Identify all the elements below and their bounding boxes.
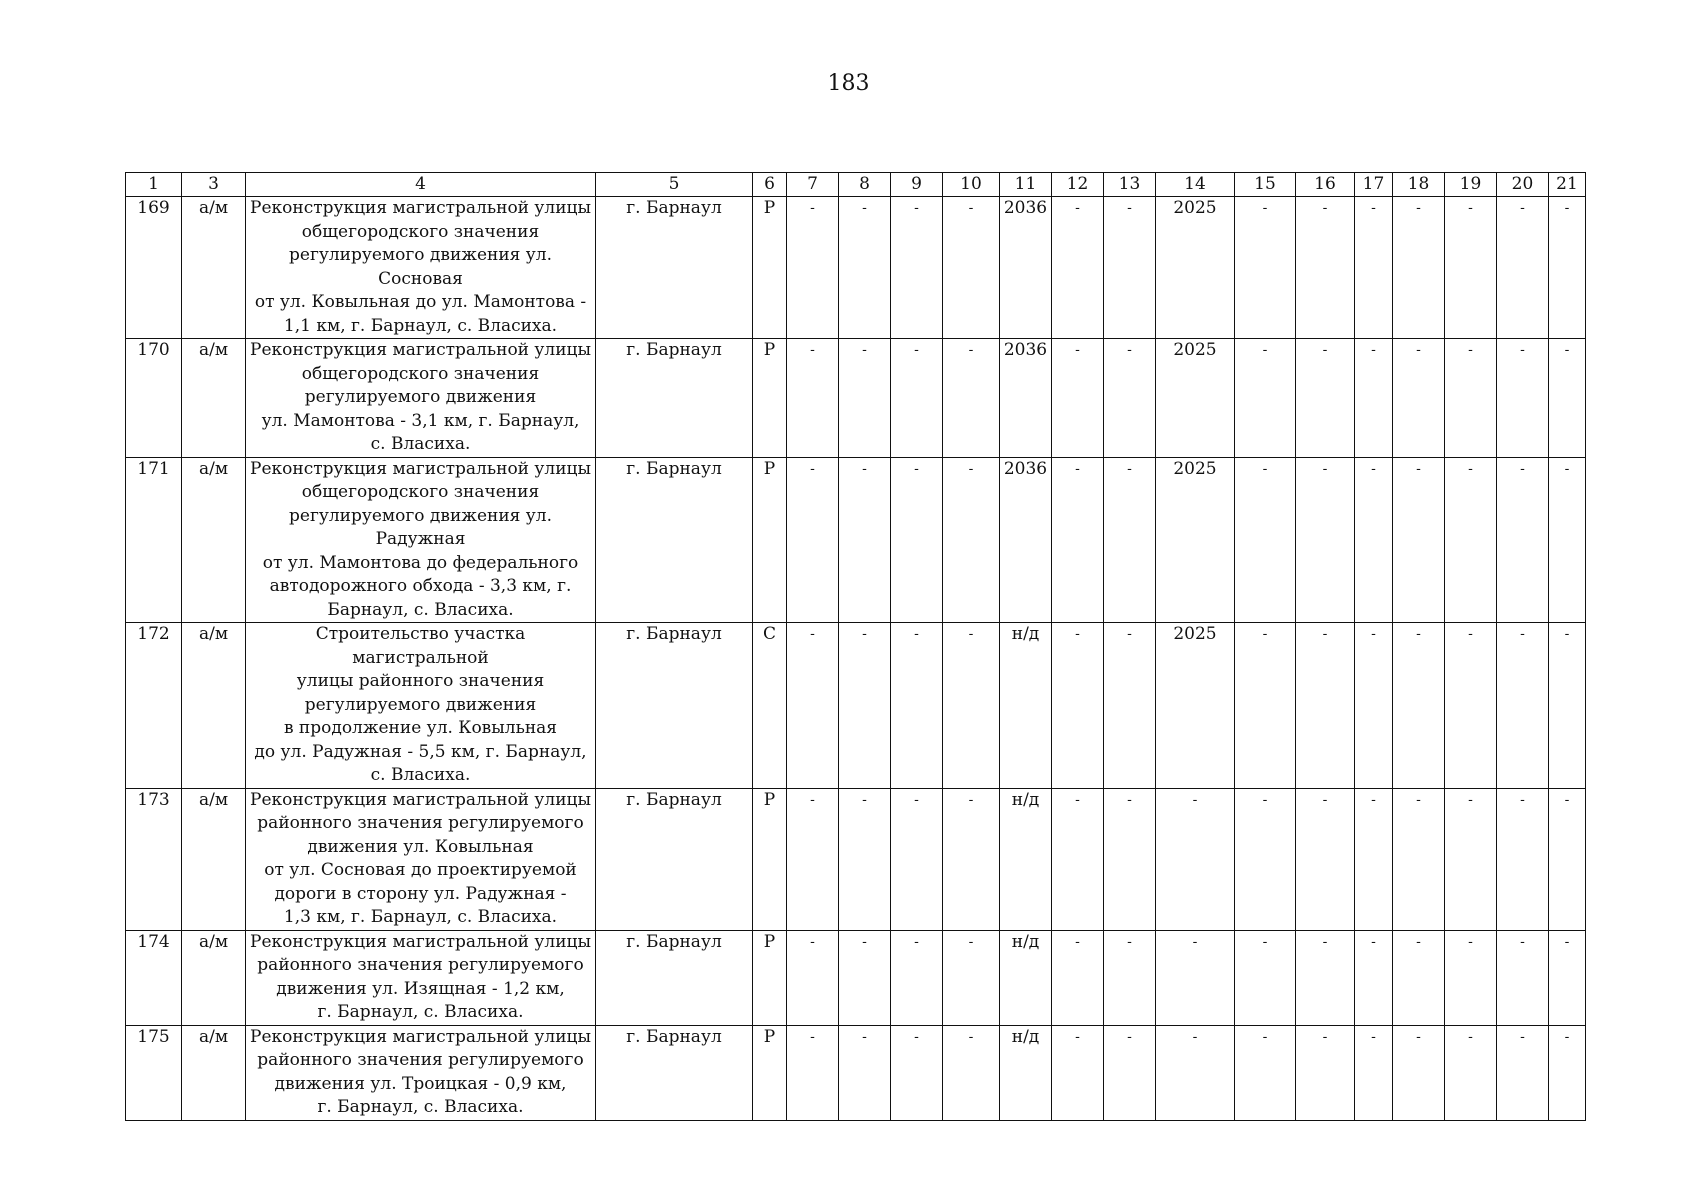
description-line: Строительство участка магистральной	[315, 624, 526, 668]
cell-type: а/м	[182, 457, 246, 623]
column-header: 9	[891, 173, 943, 197]
cell-description	[246, 623, 596, 789]
table-row	[126, 788, 1586, 930]
cell-c12: -	[1052, 1025, 1104, 1120]
cell-c19: -	[1445, 930, 1497, 1025]
description-line: от ул. Мамонтова до федерального	[262, 552, 579, 573]
description-line: Реконструкция магистральной улицы	[250, 789, 592, 810]
cell-c14: 2025	[1156, 197, 1235, 339]
cell-c9: -	[891, 457, 943, 623]
cell-c13: -	[1104, 623, 1156, 789]
cell-kind: Р	[753, 197, 787, 339]
cell-c16: -	[1296, 788, 1355, 930]
cell-kind: Р	[753, 788, 787, 930]
cell-c17: -	[1355, 1025, 1393, 1120]
cell-c16: -	[1296, 623, 1355, 789]
cell-c11: н/д	[1000, 1025, 1052, 1120]
description-line: в продолжение ул. Ковыльная	[283, 718, 558, 738]
cell-c14: -	[1156, 788, 1235, 930]
description-line: движения ул. Ковыльная	[307, 836, 534, 857]
cell-c8: -	[839, 623, 891, 789]
cell-c14: 2025	[1156, 623, 1235, 789]
cell-c7: -	[787, 623, 839, 789]
description-line: до ул. Радужная - 5,5 км, г. Барнаул,	[254, 741, 587, 762]
cell-description	[246, 339, 596, 458]
cell-c12: -	[1052, 197, 1104, 339]
column-header: 6	[753, 173, 787, 197]
cell-c8: -	[839, 197, 891, 339]
cell-c18: -	[1393, 197, 1445, 339]
column-header: 19	[1445, 173, 1497, 197]
cell-c16: -	[1296, 930, 1355, 1025]
description-line: от ул. Ковыльная до ул. Мамонтова -	[254, 292, 587, 312]
data-table	[125, 172, 1586, 1121]
cell-place: г. Барнаул	[596, 339, 753, 458]
cell-c19: -	[1445, 457, 1497, 623]
cell-c10: -	[943, 623, 1000, 789]
cell-place: г. Барнаул	[596, 457, 753, 623]
cell-c15: -	[1235, 339, 1296, 458]
cell-num: 175	[126, 1025, 182, 1120]
cell-c8: -	[839, 339, 891, 458]
cell-kind: С	[753, 623, 787, 789]
description-line: ул. Мамонтова - 3,1 км, г. Барнаул,	[261, 410, 580, 431]
column-header: 5	[596, 173, 753, 197]
cell-c7: -	[787, 1025, 839, 1120]
cell-c14: 2025	[1156, 339, 1235, 458]
cell-c14: 2025	[1156, 457, 1235, 623]
column-header: 11	[1000, 173, 1052, 197]
cell-c16: -	[1296, 197, 1355, 339]
cell-place: г. Барнаул	[596, 197, 753, 339]
cell-c21: -	[1549, 788, 1586, 930]
description-line: от ул. Сосновая до проектируемой	[264, 860, 577, 880]
cell-c21: -	[1549, 1025, 1586, 1120]
description-line: Реконструкция магистральной улицы	[250, 458, 592, 479]
cell-c11: н/д	[1000, 788, 1052, 930]
cell-c21: -	[1549, 339, 1586, 458]
description-line: движения ул. Троицкая - 0,9 км,	[274, 1073, 567, 1094]
cell-num: 172	[126, 623, 182, 789]
description-line: районного значения регулируемого	[257, 813, 584, 833]
cell-type: а/м	[182, 197, 246, 339]
table-body	[126, 197, 1586, 1121]
cell-place: г. Барнаул	[596, 930, 753, 1025]
cell-c15: -	[1235, 1025, 1296, 1120]
cell-num: 171	[126, 457, 182, 623]
cell-c9: -	[891, 339, 943, 458]
column-header: 3	[182, 173, 246, 197]
description-line: улицы районного значения	[296, 671, 545, 691]
column-header: 12	[1052, 173, 1104, 197]
cell-c9: -	[891, 788, 943, 930]
description-line: регулируемого движения ул. Радужная	[289, 505, 552, 549]
column-header: 20	[1497, 173, 1549, 197]
column-header: 16	[1296, 173, 1355, 197]
cell-c11: н/д	[1000, 930, 1052, 1025]
description-line: 1,1 км, г. Барнаул, с. Власиха.	[283, 315, 558, 336]
cell-c18: -	[1393, 623, 1445, 789]
description-line: автодорожного обхода - 3,3 км, г.	[269, 576, 572, 596]
cell-c10: -	[943, 930, 1000, 1025]
cell-c20: -	[1497, 197, 1549, 339]
column-header: 18	[1393, 173, 1445, 197]
cell-c19: -	[1445, 197, 1497, 339]
column-header: 1	[126, 173, 182, 197]
cell-c9: -	[891, 930, 943, 1025]
cell-place: г. Барнаул	[596, 1025, 753, 1120]
cell-c17: -	[1355, 930, 1393, 1025]
cell-kind: Р	[753, 339, 787, 458]
cell-c13: -	[1104, 457, 1156, 623]
cell-c17: -	[1355, 623, 1393, 789]
cell-place: г. Барнаул	[596, 623, 753, 789]
header-row	[126, 173, 1586, 197]
table-row	[126, 197, 1586, 339]
description-line: регулируемого движения ул. Сосновая	[289, 245, 552, 289]
description-line: с. Власиха.	[370, 434, 471, 454]
cell-c8: -	[839, 457, 891, 623]
cell-c10: -	[943, 339, 1000, 458]
column-header: 8	[839, 173, 891, 197]
cell-c13: -	[1104, 1025, 1156, 1120]
cell-c20: -	[1497, 1025, 1549, 1120]
cell-c11: 2036	[1000, 197, 1052, 339]
cell-c12: -	[1052, 788, 1104, 930]
description-line: общегородского значения	[301, 363, 540, 384]
table-row	[126, 930, 1586, 1025]
cell-c17: -	[1355, 457, 1393, 623]
cell-c11: 2036	[1000, 339, 1052, 458]
cell-c20: -	[1497, 788, 1549, 930]
cell-c15: -	[1235, 197, 1296, 339]
cell-c15: -	[1235, 788, 1296, 930]
column-header: 7	[787, 173, 839, 197]
cell-c7: -	[787, 788, 839, 930]
column-header: 14	[1156, 173, 1235, 197]
cell-c15: -	[1235, 930, 1296, 1025]
cell-c11: 2036	[1000, 457, 1052, 623]
column-header: 10	[943, 173, 1000, 197]
cell-num: 169	[126, 197, 182, 339]
cell-description	[246, 457, 596, 623]
cell-num: 173	[126, 788, 182, 930]
cell-c13: -	[1104, 930, 1156, 1025]
cell-c7: -	[787, 457, 839, 623]
cell-c18: -	[1393, 457, 1445, 623]
cell-c21: -	[1549, 930, 1586, 1025]
cell-c15: -	[1235, 457, 1296, 623]
cell-c7: -	[787, 339, 839, 458]
description-line: общегородского значения	[301, 221, 540, 242]
cell-c20: -	[1497, 930, 1549, 1025]
cell-c12: -	[1052, 457, 1104, 623]
description-line: г. Барнаул, с. Власиха.	[317, 1097, 524, 1117]
description-line: Реконструкция магистральной улицы	[250, 198, 592, 218]
cell-kind: Р	[753, 930, 787, 1025]
cell-c19: -	[1445, 339, 1497, 458]
cell-c13: -	[1104, 339, 1156, 458]
cell-c7: -	[787, 197, 839, 339]
cell-c18: -	[1393, 1025, 1445, 1120]
description-line: районного значения регулируемого	[257, 1050, 584, 1070]
cell-num: 170	[126, 339, 182, 458]
cell-description	[246, 788, 596, 930]
table-row	[126, 623, 1586, 789]
cell-c8: -	[839, 788, 891, 930]
cell-c13: -	[1104, 788, 1156, 930]
cell-c21: -	[1549, 623, 1586, 789]
description-line: Барнаул, с. Власиха.	[327, 599, 514, 620]
description-line: регулируемого движения	[304, 387, 537, 407]
cell-c18: -	[1393, 930, 1445, 1025]
cell-c17: -	[1355, 197, 1393, 339]
column-header: 17	[1355, 173, 1393, 197]
table-row	[126, 1025, 1586, 1120]
description-line: Реконструкция магистральной улицы	[250, 1026, 592, 1047]
cell-type: а/м	[182, 623, 246, 789]
cell-c21: -	[1549, 197, 1586, 339]
cell-c9: -	[891, 1025, 943, 1120]
cell-c20: -	[1497, 457, 1549, 623]
description-line: движения ул. Изящная - 1,2 км,	[276, 978, 565, 999]
cell-c18: -	[1393, 788, 1445, 930]
cell-c10: -	[943, 197, 1000, 339]
cell-c10: -	[943, 788, 1000, 930]
cell-kind: Р	[753, 1025, 787, 1120]
cell-c19: -	[1445, 1025, 1497, 1120]
cell-c17: -	[1355, 788, 1393, 930]
cell-c16: -	[1296, 1025, 1355, 1120]
cell-c12: -	[1052, 339, 1104, 458]
description-line: регулируемого движения	[304, 694, 537, 715]
cell-c14: -	[1156, 1025, 1235, 1120]
cell-c16: -	[1296, 457, 1355, 623]
cell-c8: -	[839, 930, 891, 1025]
table-row	[126, 339, 1586, 458]
description-line: г. Барнаул, с. Власиха.	[317, 1002, 524, 1022]
cell-c19: -	[1445, 623, 1497, 789]
cell-type: а/м	[182, 339, 246, 458]
cell-c20: -	[1497, 339, 1549, 458]
cell-c20: -	[1497, 623, 1549, 789]
cell-description	[246, 197, 596, 339]
cell-type: а/м	[182, 1025, 246, 1120]
cell-description	[246, 1025, 596, 1120]
cell-c8: -	[839, 1025, 891, 1120]
cell-kind: Р	[753, 457, 787, 623]
cell-c14: -	[1156, 930, 1235, 1025]
column-header: 21	[1549, 173, 1586, 197]
cell-c10: -	[943, 1025, 1000, 1120]
cell-place: г. Барнаул	[596, 788, 753, 930]
description-line: дороги в сторону ул. Радужная -	[274, 883, 567, 904]
cell-type: а/м	[182, 788, 246, 930]
cell-type: а/м	[182, 930, 246, 1025]
description-line: 1,3 км, г. Барнаул, с. Власиха.	[283, 907, 558, 927]
cell-c9: -	[891, 197, 943, 339]
table-row	[126, 457, 1586, 623]
description-line: Реконструкция магистральной улицы	[250, 340, 592, 360]
column-header: 4	[246, 173, 596, 197]
description-line: Реконструкция магистральной улицы	[250, 931, 592, 952]
cell-c12: -	[1052, 930, 1104, 1025]
cell-c7: -	[787, 930, 839, 1025]
cell-c19: -	[1445, 788, 1497, 930]
cell-c13: -	[1104, 197, 1156, 339]
cell-c9: -	[891, 623, 943, 789]
cell-description	[246, 930, 596, 1025]
page-number: 183	[827, 71, 870, 96]
cell-num: 174	[126, 930, 182, 1025]
description-line: районного значения регулируемого	[257, 955, 584, 975]
cell-c11: н/д	[1000, 623, 1052, 789]
cell-c12: -	[1052, 623, 1104, 789]
description-line: с. Власиха.	[370, 765, 471, 785]
cell-c10: -	[943, 457, 1000, 623]
cell-c17: -	[1355, 339, 1393, 458]
cell-c18: -	[1393, 339, 1445, 458]
cell-c16: -	[1296, 339, 1355, 458]
column-header: 15	[1235, 173, 1296, 197]
cell-c21: -	[1549, 457, 1586, 623]
description-line: общегородского значения	[301, 482, 540, 502]
cell-c15: -	[1235, 623, 1296, 789]
column-header: 13	[1104, 173, 1156, 197]
